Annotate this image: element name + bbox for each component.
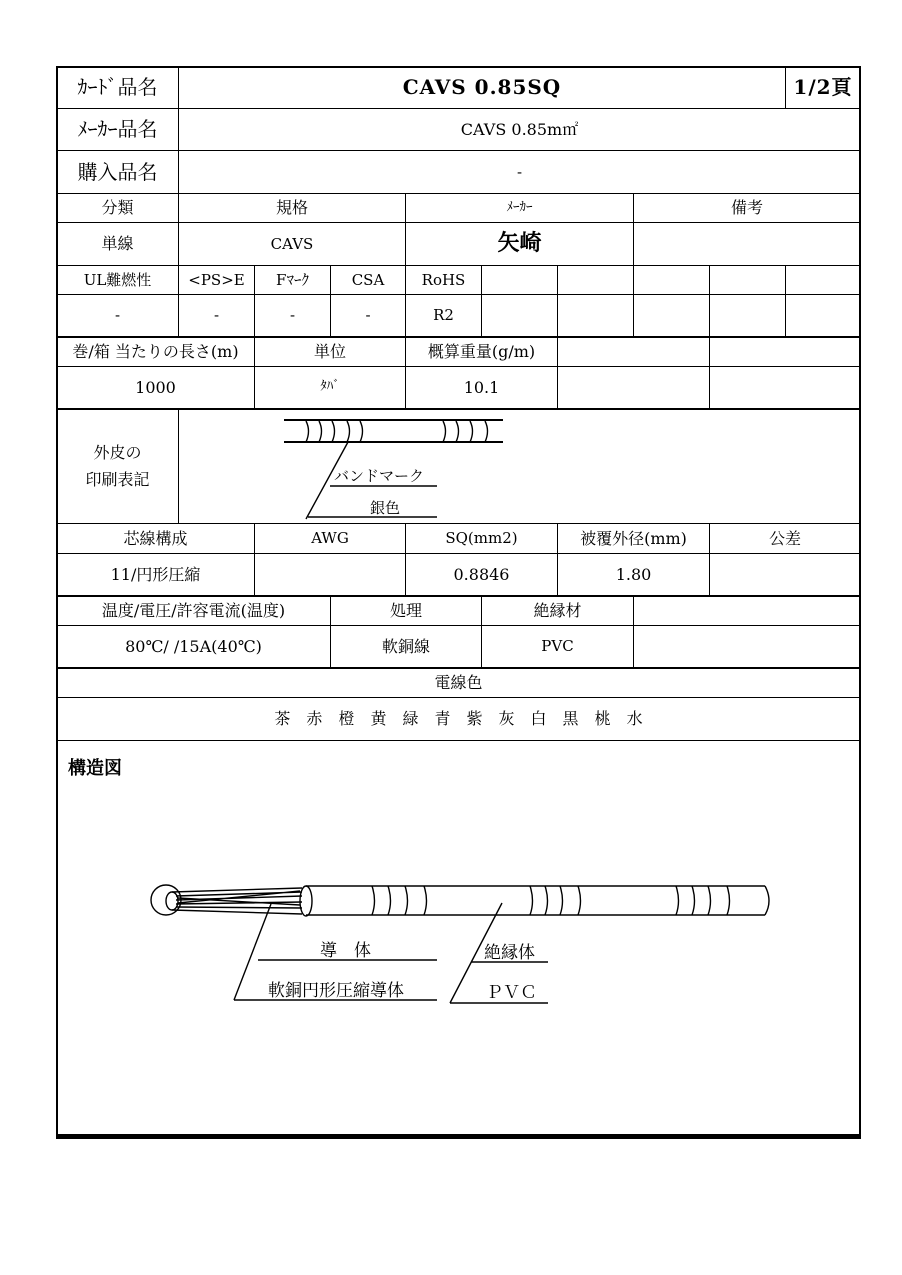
purchase-name: - <box>516 162 523 181</box>
standard-header: 規格 <box>275 198 308 217</box>
color-chip: 黒 <box>562 709 579 728</box>
color-chip: 赤 <box>306 709 323 728</box>
sq-value: 0.8846 <box>453 564 510 584</box>
insulator-desc: ＰＶＣ <box>486 983 537 1003</box>
color-chip: 灰 <box>498 709 515 728</box>
treatment-value: 軟銅線 <box>381 636 430 656</box>
maker-name-label: ﾒｰｶｰ品名 <box>77 117 158 141</box>
sq-header: SQ(mm2) <box>445 529 518 548</box>
color-chip: 水 <box>626 709 643 728</box>
print-label-line2: 印刷表記 <box>85 469 150 489</box>
insulator-label: 絶縁体 <box>484 943 535 963</box>
card-name: CAVS 0.85SQ <box>402 75 562 99</box>
awg-header: AWG <box>311 529 349 548</box>
cert-header-ul: UL難燃性 <box>83 270 152 289</box>
standard-value: CAVS <box>270 234 314 253</box>
color-chip: 紫 <box>466 709 483 728</box>
color-chip: 緑 <box>402 709 419 728</box>
diameter-header: 被覆外径(mm) <box>580 528 687 548</box>
wire-structure-diagram <box>151 885 769 1003</box>
page-number: 1/2頁 <box>793 75 853 99</box>
color-chip: 黄 <box>370 709 387 728</box>
composition-header: 芯線構成 <box>123 528 188 548</box>
category-value: 単線 <box>101 234 134 253</box>
length-header: 巻/箱 当たりの長さ(m) <box>72 342 239 361</box>
cert-header-csa: CSA <box>351 270 385 289</box>
color-chip: 白 <box>530 709 547 728</box>
composition-value: 11/円形圧縮 <box>110 564 201 584</box>
purchase-name-label: 購入品名 <box>77 159 158 184</box>
maker-header: ﾒｰｶｰ <box>506 199 533 215</box>
category-header: 分類 <box>101 198 134 217</box>
cert-value-csa: - <box>365 306 371 325</box>
cert-value-fmark: - <box>289 306 296 325</box>
cert-header-rohs: RoHS <box>421 270 466 289</box>
insulation-value: PVC <box>541 637 574 656</box>
cert-value-rohs: R2 <box>433 306 454 325</box>
card-name-label: ｶｰﾄﾞ品名 <box>77 75 158 99</box>
remarks-header: 備考 <box>730 198 763 217</box>
temp-header: 温度/電圧/許容電流(温度) <box>101 601 286 620</box>
diameter-value: 1.80 <box>615 564 652 584</box>
structure-title: 構造図 <box>68 758 122 779</box>
color-chip: 桃 <box>594 709 611 728</box>
insulation-header: 絶縁材 <box>533 601 582 620</box>
maker-value: 矢崎 <box>497 231 542 257</box>
tolerance-header: 公差 <box>768 528 801 548</box>
weight-value: 10.1 <box>463 377 500 397</box>
maker-name: CAVS 0.85m㎡ <box>460 119 579 139</box>
temp-value: 80℃/ /15A(40℃) <box>125 636 262 656</box>
color-chip: 茶 <box>274 709 291 728</box>
wire-color-label: 電線色 <box>434 673 483 692</box>
length-value: 1000 <box>135 377 176 397</box>
weight-header: 概算重量(g/m) <box>427 342 536 361</box>
cert-header-fmark: Fﾏｰｸ <box>276 270 309 289</box>
color-chip: 橙 <box>338 709 355 728</box>
cert-value-ul: - <box>114 306 121 325</box>
unit-header: 単位 <box>313 342 346 361</box>
color-chip: 青 <box>434 709 451 728</box>
band-mark-label: バンドマーク <box>334 467 425 485</box>
unit-value: ﾀﾊﾞ <box>320 379 340 395</box>
treatment-header: 処理 <box>389 601 422 620</box>
cert-header-pse: <PS>E <box>188 270 245 289</box>
silver-color-label: 銀色 <box>370 499 401 517</box>
print-label-line1: 外皮の <box>93 443 142 463</box>
cert-value-pse: - <box>213 306 220 325</box>
conductor-label: 導 体 <box>320 941 371 961</box>
conductor-desc: 軟銅円形圧縮導体 <box>268 981 404 1001</box>
